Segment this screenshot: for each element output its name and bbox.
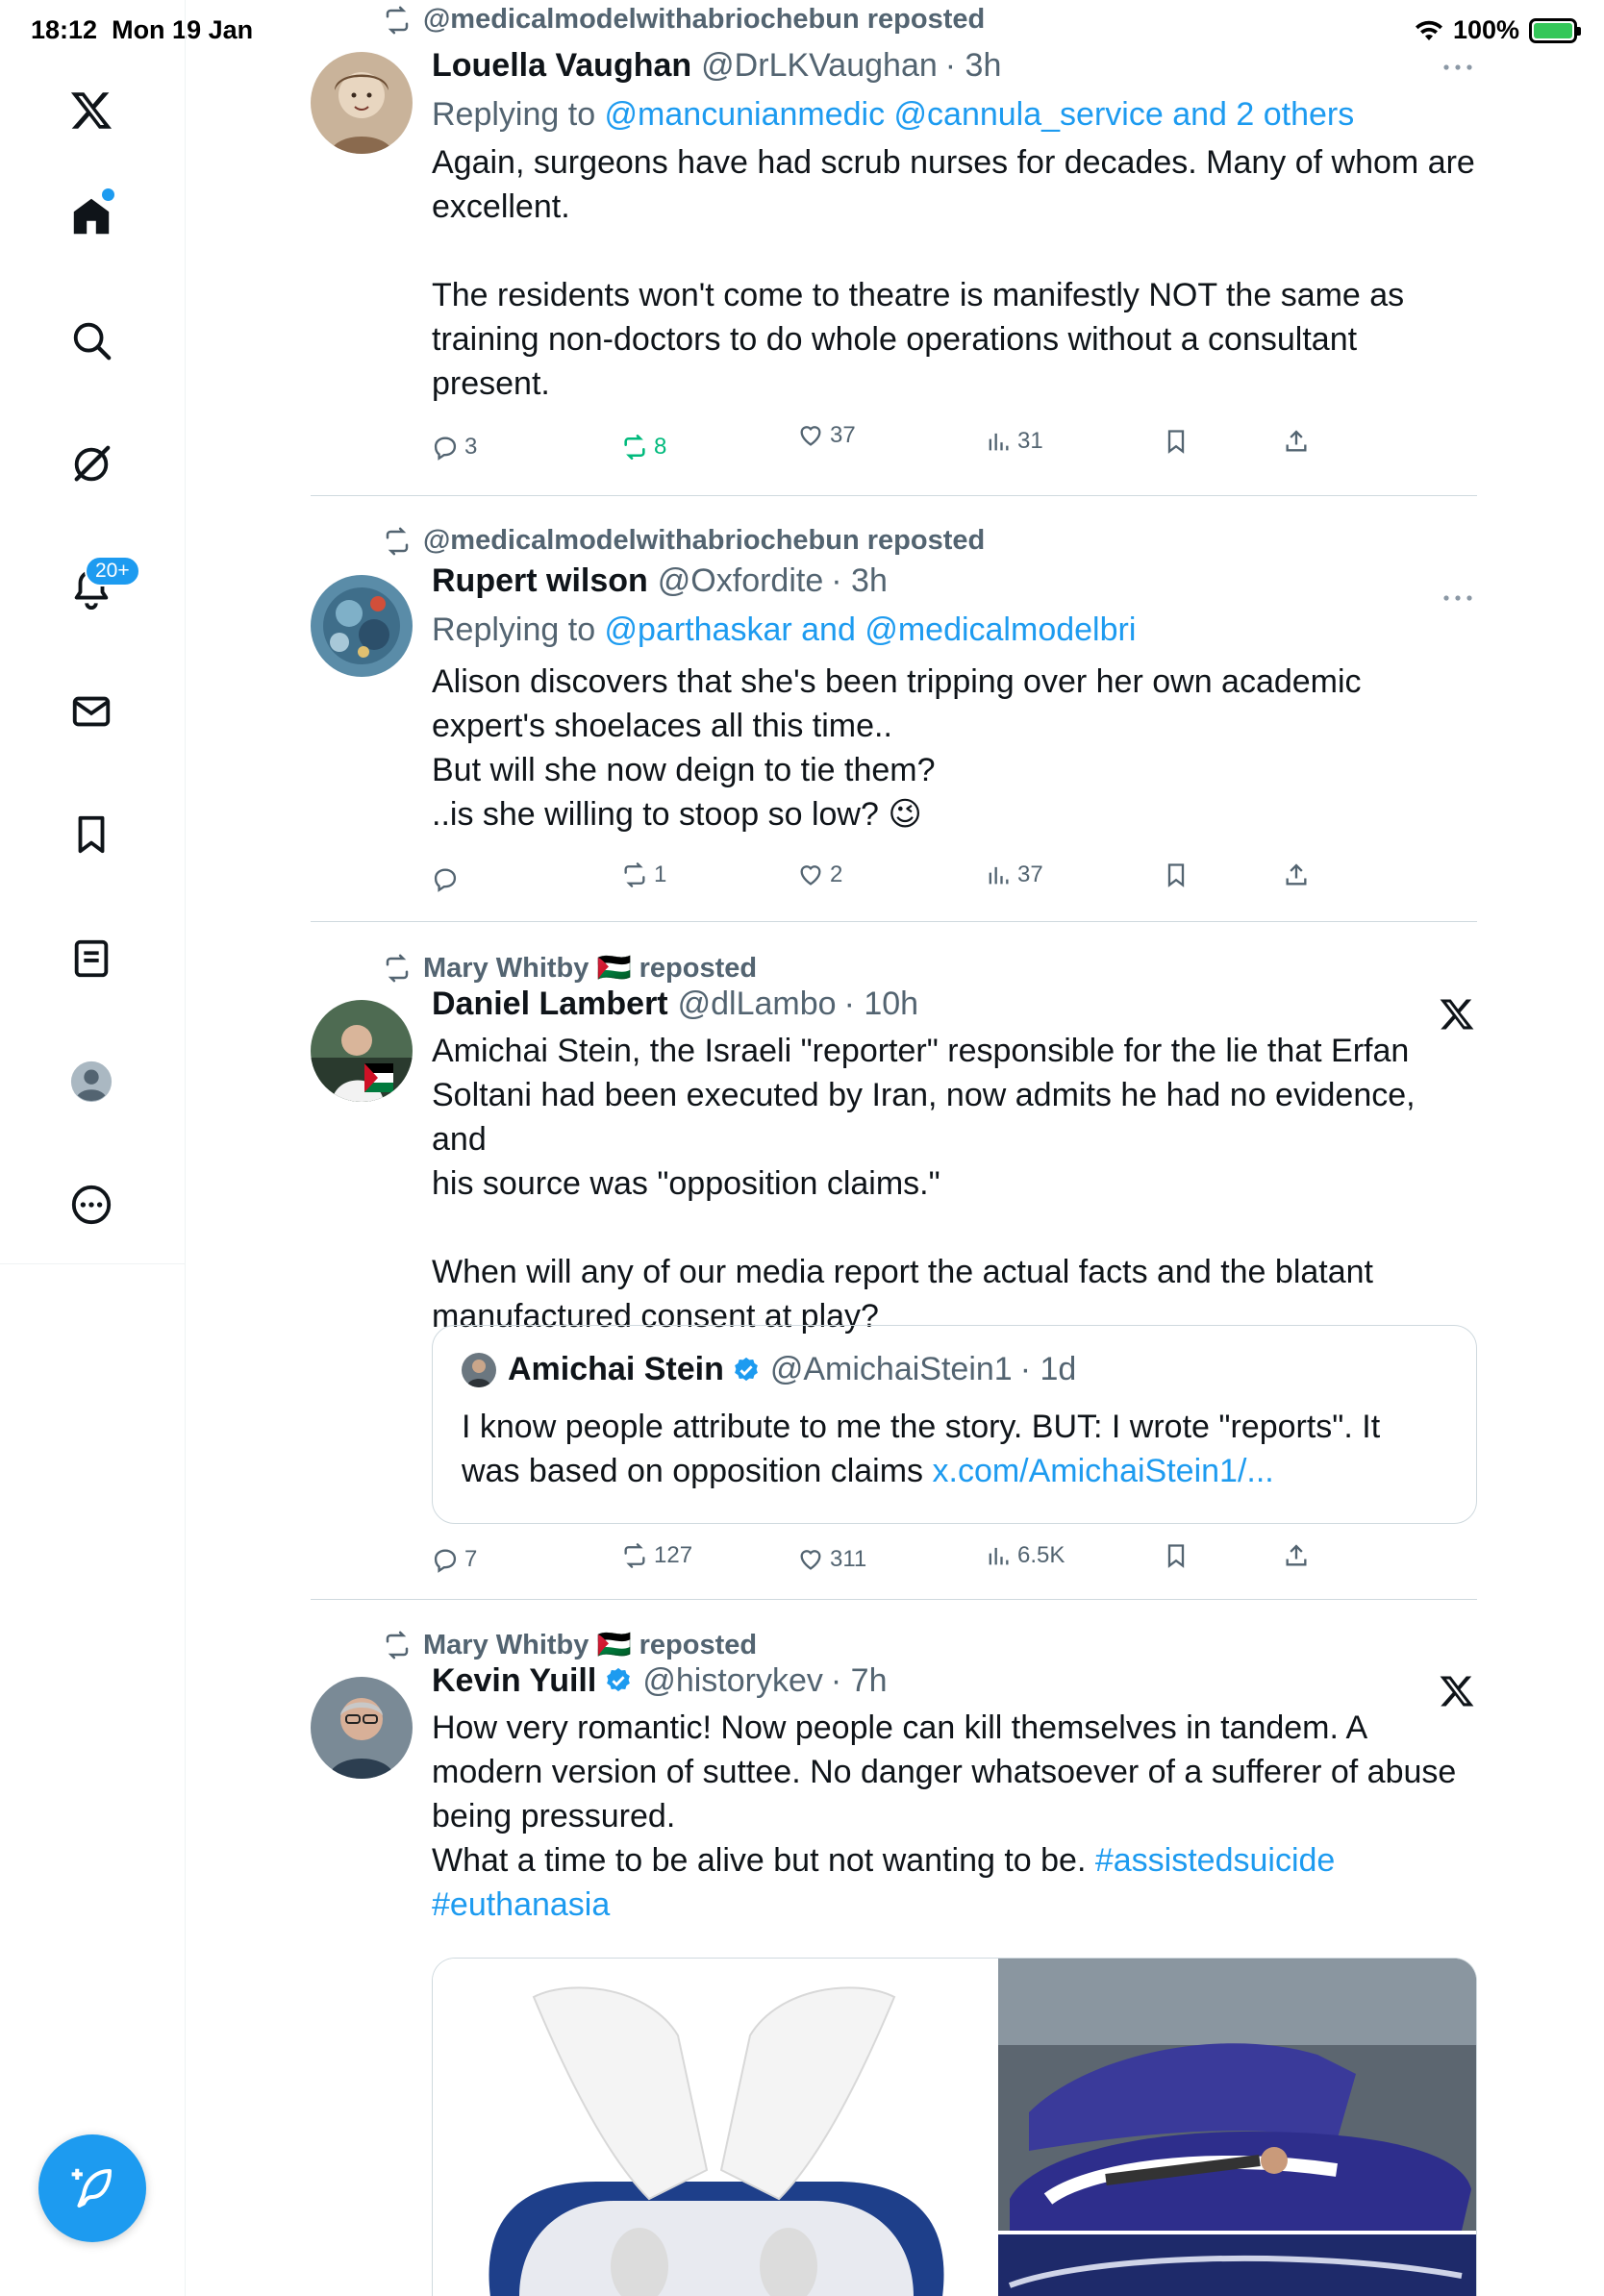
reply-icon (432, 865, 459, 892)
sidebar-divider (0, 1263, 185, 1264)
reply-button[interactable] (432, 865, 464, 892)
bookmark-button[interactable] (1163, 861, 1190, 888)
verified-badge-icon (732, 1356, 761, 1385)
post-time: · 3h (831, 562, 888, 599)
battery-percent: 100% (1452, 15, 1519, 44)
author-handle[interactable]: @Oxfordite (657, 562, 824, 599)
replying-prefix: Replying to (432, 611, 605, 648)
author-handle[interactable]: @DrLKVaughan (701, 47, 938, 84)
tweet-header (432, 983, 1477, 1025)
replying-to (432, 608, 1477, 652)
like-count: 37 (830, 422, 856, 448)
repost-by-text: @medicalmodelwithabriochebun reposted (423, 525, 986, 556)
quoted-post-time: · 1d (1019, 1351, 1077, 1387)
replying-links[interactable]: @mancunianmedic @cannula_service and 2 others (604, 96, 1355, 133)
hashtag-link[interactable]: #euthanasia (432, 1886, 611, 1923)
quoted-author-name: Amichai Stein (508, 1351, 724, 1387)
views-count: 6.5K (1017, 1542, 1065, 1568)
avatar[interactable] (311, 1000, 413, 1102)
repost-by-text: Mary Whitby 🇵🇸 reposted (423, 953, 758, 984)
repost-icon (383, 527, 412, 556)
repost-count: 1 (654, 861, 667, 887)
reply-button[interactable] (432, 434, 477, 461)
media-images[interactable] (433, 1959, 1477, 2296)
share-button[interactable] (1283, 428, 1310, 455)
repost-button[interactable] (621, 434, 666, 461)
lists-icon[interactable] (53, 920, 130, 997)
tweet-4[interactable] (311, 1621, 1477, 2296)
repost-icon (383, 954, 412, 983)
reply-icon (432, 1546, 459, 1573)
author-name[interactable]: Louella Vaughan (432, 47, 692, 84)
author-name[interactable]: Daniel Lambert (432, 986, 668, 1022)
reply-count: 3 (464, 434, 478, 460)
compose-feather-icon (66, 2162, 118, 2214)
repost-header (383, 1629, 757, 1661)
bookmark-button[interactable] (1163, 428, 1190, 455)
views-bar-chart-icon (985, 1542, 1012, 1569)
share-button[interactable] (1283, 861, 1310, 888)
repost-icon (621, 861, 648, 888)
status-time: 18:12 (31, 15, 98, 44)
post-time: · 7h (830, 1662, 888, 1699)
like-button[interactable] (797, 422, 856, 449)
share-icon (1283, 1542, 1310, 1569)
tweet-text: Alison discovers that she's been tripping over her own academic expert's shoelaces all this time.. But will she now deign to tie them? ..is she willing to stoop so low? 😉 (432, 663, 1362, 833)
repost-button[interactable] (621, 1542, 692, 1569)
avatar[interactable] (311, 52, 413, 154)
x-logo-icon[interactable] (53, 72, 130, 149)
repost-icon (621, 1542, 648, 1569)
replying-prefix: Replying to (432, 96, 605, 133)
tweet-divider (311, 921, 1477, 922)
tweet-actions (432, 861, 1355, 900)
replying-to (432, 92, 1477, 137)
like-button[interactable] (797, 861, 842, 888)
repost-count: 8 (654, 434, 667, 460)
author-name[interactable]: Kevin Yuill (432, 1662, 597, 1699)
views-count: 37 (1017, 861, 1043, 887)
bookmark-icon (1163, 428, 1190, 455)
repost-by-text: Mary Whitby 🇵🇸 reposted (423, 1630, 758, 1660)
views-button[interactable] (985, 428, 1043, 455)
quoted-text-body: I know people attribute to me the story. BUT: I wrote "reports". It was based on opposition claims (462, 1409, 1381, 1489)
quoted-tweet-header (462, 1351, 1076, 1388)
notifications-badge: 20+ (85, 556, 140, 586)
bookmark-icon (1163, 861, 1190, 888)
tweet-media[interactable] (432, 1958, 1477, 2296)
views-button[interactable] (985, 861, 1043, 888)
share-icon (1283, 428, 1310, 455)
tweet-text: Again, surgeons have had scrub nurses for decades. Many of whom are excellent. The residents won't come to theatre is manifestly NOT the same as training non-doctors to do whole operations without a consultant present. (432, 144, 1475, 402)
reply-button[interactable] (432, 1546, 477, 1573)
tweet-text: Amichai Stein, the Israeli "reporter" responsible for the lie that Erfan Soltani had been executed by Iran, now admits he had no evidence, and his source was "opposition claims." When will any of our media report the actual facts and the blatant manufactured consent at play? (432, 1033, 1416, 1335)
tweet-3[interactable] (311, 944, 1477, 1598)
hashtag-link[interactable]: #assistedsuicide (1094, 1842, 1336, 1879)
more-options-icon[interactable] (1439, 588, 1477, 608)
views-bar-chart-icon (985, 861, 1012, 888)
bookmark-button[interactable] (1163, 1542, 1190, 1569)
like-count: 2 (830, 861, 843, 887)
repost-icon (383, 6, 412, 35)
x-logo-icon[interactable] (1439, 996, 1475, 1033)
tweet-header (432, 1660, 1477, 1702)
like-button[interactable] (797, 1546, 866, 1573)
repost-header (383, 525, 985, 557)
compose-post-button[interactable] (38, 2134, 146, 2242)
heart-icon (797, 861, 824, 888)
quoted-tweet[interactable] (432, 1325, 1477, 1524)
tweet-divider (311, 1599, 1477, 1600)
repost-icon (621, 434, 648, 461)
messages-envelope-icon[interactable] (53, 673, 130, 750)
repost-by-text: @medicalmodelwithabriochebun reposted (423, 4, 986, 35)
tweet-header (432, 44, 1477, 87)
views-bar-chart-icon (985, 428, 1012, 455)
grok-icon[interactable] (53, 426, 130, 503)
quoted-tweet-text (462, 1405, 1452, 1493)
heart-icon (797, 1546, 824, 1573)
avatar[interactable] (311, 1677, 413, 1779)
views-button[interactable] (985, 1542, 1065, 1569)
author-name[interactable]: Rupert wilson (432, 562, 648, 599)
like-count: 311 (830, 1546, 867, 1572)
share-button[interactable] (1283, 1542, 1310, 1569)
author-handle[interactable]: @dlLambo (677, 986, 837, 1022)
tweet-2[interactable] (311, 519, 1477, 921)
tweet-text-main: How very romantic! Now people can kill themselves in tandem. A modern version of suttee. No danger whatsoever of a sufferer of abuse being pressured. What a time to be alive but not wanting to be. (432, 1710, 1457, 1879)
x-logo-icon[interactable] (1439, 1673, 1475, 1710)
tweet-header (432, 560, 1477, 602)
more-options-circle-icon[interactable] (53, 1166, 130, 1243)
avatar[interactable] (311, 575, 413, 677)
verified-badge-icon (604, 1666, 633, 1695)
search-icon[interactable] (53, 302, 130, 379)
repost-count: 127 (654, 1542, 693, 1568)
repost-button[interactable] (621, 861, 666, 888)
profile-avatar-icon[interactable] (53, 1043, 130, 1120)
battery-icon (1529, 18, 1577, 43)
reply-icon (432, 434, 459, 461)
quoted-author-handle: @AmichaiStein1 (769, 1351, 1013, 1387)
heart-icon (797, 422, 824, 449)
quoted-avatar (462, 1353, 496, 1387)
quoted-link[interactable]: x.com/AmichaiStein1/... (932, 1453, 1274, 1489)
bookmarks-icon[interactable] (53, 796, 130, 873)
reply-count: 7 (464, 1546, 478, 1572)
tweet-text (432, 1706, 1477, 1927)
author-handle[interactable]: @historykev (642, 1662, 823, 1699)
replying-links[interactable]: @parthaskar and @medicalmodelbri (604, 611, 1137, 648)
views-count: 31 (1017, 428, 1043, 454)
repost-icon (383, 1631, 412, 1660)
repost-header (383, 4, 985, 36)
tweet-1[interactable] (311, 0, 1477, 495)
post-time: · 3h (944, 47, 1002, 84)
home-unread-dot (102, 188, 114, 201)
tweet-actions (432, 1544, 1355, 1583)
tweet-actions (432, 422, 1355, 466)
post-time: · 10h (843, 986, 919, 1022)
more-options-icon[interactable] (1439, 58, 1477, 77)
home-icon[interactable] (53, 178, 130, 255)
status-date: Mon 19 Jan (112, 15, 254, 44)
tweet-divider (311, 495, 1477, 496)
repost-header (383, 952, 757, 985)
bookmark-icon (1163, 1542, 1190, 1569)
share-icon (1283, 861, 1310, 888)
sidebar (0, 0, 186, 2296)
